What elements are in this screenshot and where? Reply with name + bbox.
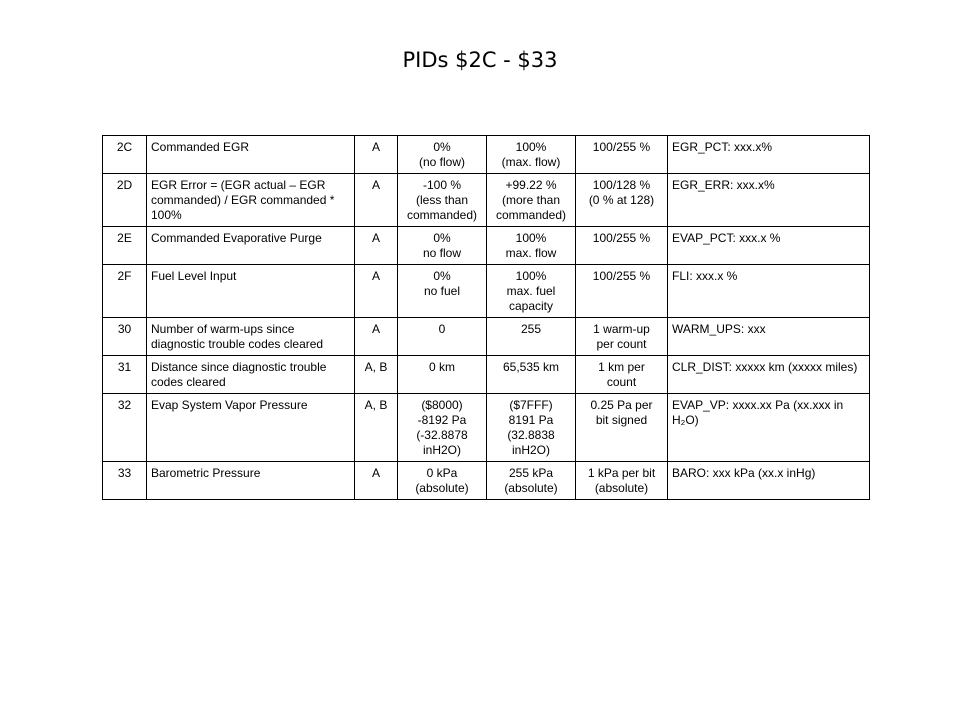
pid-cell: 32 (103, 394, 147, 462)
external-test-cell: EGR_PCT: xxx.x% (668, 136, 870, 174)
data-bytes-cell: A (355, 462, 398, 500)
table-row (103, 356, 870, 394)
external-test-cell: EVAP_VP: xxxx.xx Pa (xx.xxx in H₂O) (668, 394, 870, 462)
pid-cell: 30 (103, 318, 147, 356)
table-row (103, 394, 870, 462)
description-cell: Number of warm-ups since diagnostic trouble codes cleared (147, 318, 355, 356)
data-bytes-cell: A, B (355, 356, 398, 394)
scaling-cell: 100/255 % (576, 136, 668, 174)
max-value-cell: 255 kPa (absolute) (487, 462, 576, 500)
external-test-cell: FLI: xxx.x % (668, 265, 870, 318)
data-bytes-cell: A (355, 136, 398, 174)
table-row (103, 265, 870, 318)
max-value-cell: 65,535 km (487, 356, 576, 394)
table-row (103, 136, 870, 174)
pid-cell: 2C (103, 136, 147, 174)
max-value-cell: 100% max. flow (487, 227, 576, 265)
external-test-cell: WARM_UPS: xxx (668, 318, 870, 356)
data-bytes-cell: A (355, 318, 398, 356)
scaling-cell: 100/255 % (576, 227, 668, 265)
max-value-cell: 100% max. fuel capacity (487, 265, 576, 318)
scaling-cell: 0.25 Pa per bit signed (576, 394, 668, 462)
table-row (103, 174, 870, 227)
min-value-cell: 0% no fuel (398, 265, 487, 318)
external-test-cell: CLR_DIST: xxxxx km (xxxxx miles) (668, 356, 870, 394)
pid-cell: 2D (103, 174, 147, 227)
min-value-cell: 0 km (398, 356, 487, 394)
min-value-cell: ($8000) -8192 Pa (-32.8878 inH2O) (398, 394, 487, 462)
table-row (103, 227, 870, 265)
external-test-cell: EGR_ERR: xxx.x% (668, 174, 870, 227)
description-cell: Commanded Evaporative Purge (147, 227, 355, 265)
description-cell: EGR Error = (EGR actual – EGR commanded) / EGR commanded * 100% (147, 174, 355, 227)
slide-title: PIDs $2C - $33 (402, 48, 558, 72)
scaling-cell: 100/255 % (576, 265, 668, 318)
min-value-cell: 0 (398, 318, 487, 356)
max-value-cell: 100% (max. flow) (487, 136, 576, 174)
data-bytes-cell: A (355, 265, 398, 318)
max-value-cell: ($7FFF) 8191 Pa (32.8838 inH2O) (487, 394, 576, 462)
pid-cell: 33 (103, 462, 147, 500)
min-value-cell: 0% (no flow) (398, 136, 487, 174)
scaling-cell: 1 warm-up per count (576, 318, 668, 356)
scaling-cell: 1 kPa per bit (absolute) (576, 462, 668, 500)
external-test-cell: EVAP_PCT: xxx.x % (668, 227, 870, 265)
scaling-cell: 1 km per count (576, 356, 668, 394)
data-bytes-cell: A (355, 174, 398, 227)
data-bytes-cell: A, B (355, 394, 398, 462)
pid-cell: 31 (103, 356, 147, 394)
table-row (103, 462, 870, 500)
pid-cell: 2E (103, 227, 147, 265)
description-cell: Distance since diagnostic trouble codes cleared (147, 356, 355, 394)
table-row (103, 318, 870, 356)
description-cell: Barometric Pressure (147, 462, 355, 500)
max-value-cell: 255 (487, 318, 576, 356)
min-value-cell: -100 % (less than commanded) (398, 174, 487, 227)
max-value-cell: +99.22 % (more than commanded) (487, 174, 576, 227)
external-test-cell: BARO: xxx kPa (xx.x inHg) (668, 462, 870, 500)
description-cell: Evap System Vapor Pressure (147, 394, 355, 462)
pid-cell: 2F (103, 265, 147, 318)
description-cell: Commanded EGR (147, 136, 355, 174)
min-value-cell: 0 kPa (absolute) (398, 462, 487, 500)
scaling-cell: 100/128 % (0 % at 128) (576, 174, 668, 227)
description-cell: Fuel Level Input (147, 265, 355, 318)
pid-table-body (103, 136, 870, 500)
min-value-cell: 0% no flow (398, 227, 487, 265)
pid-table (102, 135, 870, 500)
data-bytes-cell: A (355, 227, 398, 265)
